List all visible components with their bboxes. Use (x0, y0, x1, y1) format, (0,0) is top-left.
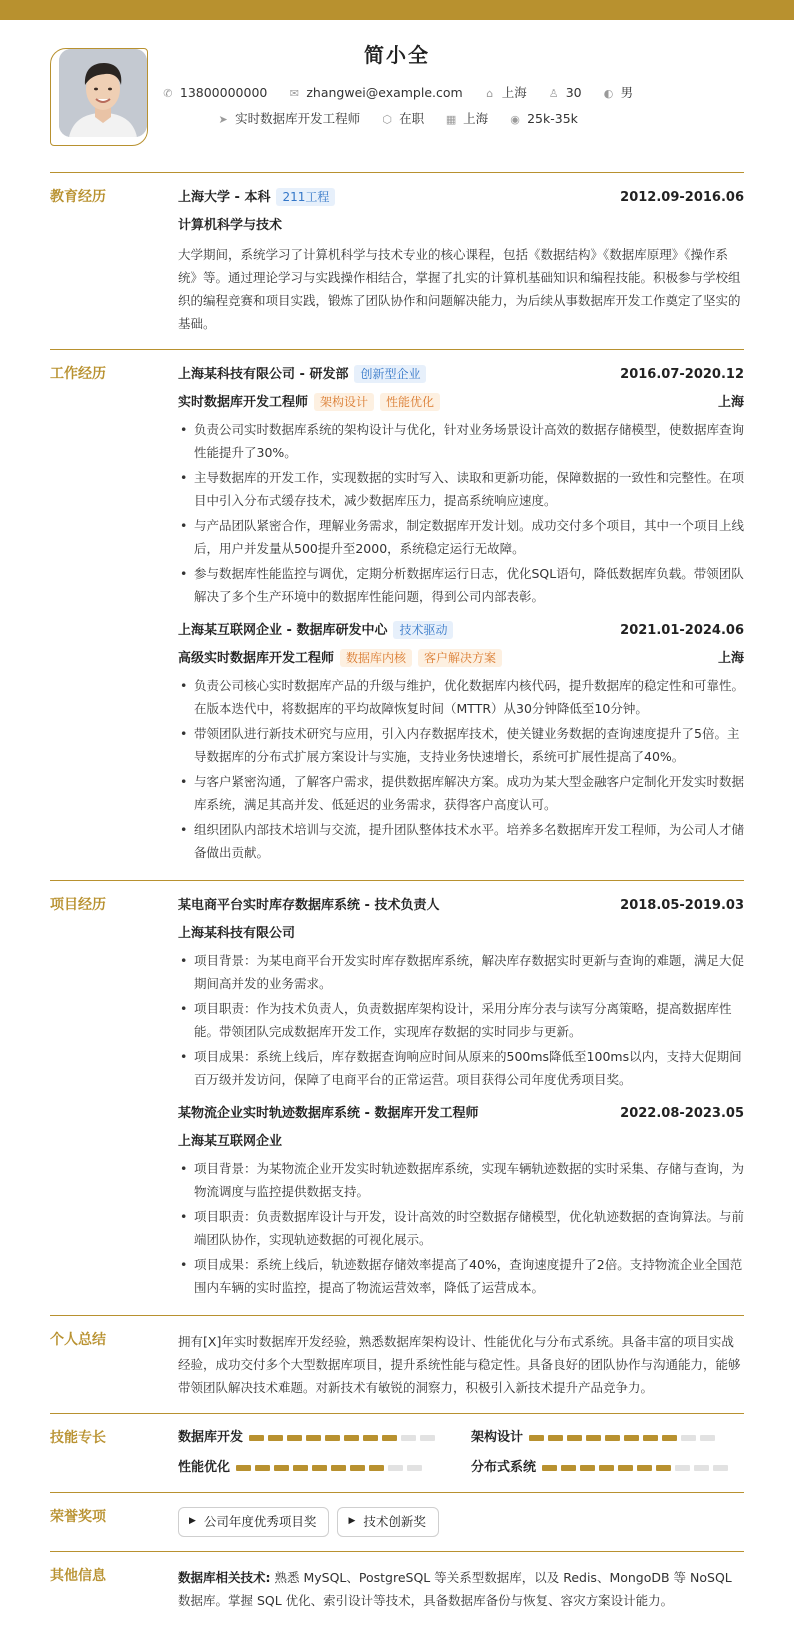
project-date: 2018.05-2019.03 (620, 897, 744, 913)
skill-level-segment (344, 1435, 359, 1441)
role-tag: 客户解决方案 (418, 649, 502, 667)
project-name: 某物流企业实时轨迹数据库系统 - 数据库开发工程师 (178, 1105, 479, 1121)
skill-level-segment (662, 1435, 677, 1441)
company-tag: 技术驱动 (393, 621, 453, 639)
project-item (178, 895, 744, 1091)
project-company: 上海某科技有限公司 (178, 925, 296, 941)
education-head (178, 187, 744, 209)
city-text: 上海 (501, 84, 527, 100)
company-tag: 创新型企业 (354, 365, 426, 383)
project-name: 某电商平台实时库存数据库系统 - 技术负责人 (178, 897, 440, 913)
skill-level-segment (236, 1465, 251, 1471)
skill-level-segment (618, 1465, 633, 1471)
project-item (178, 1103, 744, 1299)
send-icon: ➤ (218, 112, 228, 126)
skill-level-bar (529, 1435, 715, 1441)
education-date: 2012.09-2016.06 (620, 189, 744, 205)
role-tag: 性能优化 (380, 393, 440, 411)
skill-level-segment (580, 1465, 595, 1471)
summary-text: 拥有[X]年实时数据库开发经验，熟悉数据库架构设计、性能优化与分布式系统。具备丰富的项目实战经验，成功交付多个大型数据库项目，提升系统性能与稳定性。具备良好的团队协作与沟通能力，能够带领团队解决技术难题。对新技术有敏锐的洞察力，积极引入新技术提升产品竞争力。 (178, 1334, 741, 1395)
skill-level-bar (542, 1465, 728, 1471)
skill-level-segment (599, 1465, 614, 1471)
skill-level-segment (407, 1465, 422, 1471)
skill-item (178, 1428, 451, 1448)
skill-level-segment (350, 1465, 365, 1471)
skill-level-segment (586, 1435, 601, 1441)
job-role: 实时数据库开发工程师 (178, 394, 309, 410)
list-item: • 项目成果：系统上线后，库存数据查询响应时间从原来的500ms降低至100ms以内，支持大促期间百万级并发访问，保障了电商平台的正常运营。项目获得公司年度优秀项目奖。 (178, 1045, 744, 1091)
skill-level-segment (681, 1435, 696, 1441)
award-badge: ▶ 公司年度优秀项目奖 (178, 1507, 329, 1536)
skill-level-segment (255, 1465, 270, 1471)
education-section (50, 172, 744, 349)
skill-level-segment (561, 1465, 576, 1471)
status-text: 在职 (399, 110, 425, 126)
other-section (50, 1551, 744, 1626)
list-item: • 主导数据库的开发工作，实现数据的实时写入、读取和更新功能，保障数据的一致性和完整性。在项目中引入分布式缓存技术，减少数据库压力，提高系统响应速度。 (178, 466, 744, 512)
skill-level-segment (420, 1435, 435, 1441)
project-bullets (178, 949, 744, 1091)
skill-level-segment (624, 1435, 639, 1441)
job-location: 上海 (717, 394, 744, 410)
skill-level-segment (675, 1465, 690, 1471)
gender-icon: ◐ (603, 86, 614, 100)
list-item: • 项目背景：为某电商平台开发实时库存数据库系统，解决库存数据实时更新与查询的难题，满足大促期间高并发的业务需求。 (178, 949, 744, 995)
skill-item (471, 1428, 744, 1448)
skill-level-segment (382, 1435, 397, 1441)
other-label: 数据库相关技术: (178, 1569, 271, 1585)
mail-icon: ✉ (289, 86, 299, 100)
skill-level-segment (293, 1465, 308, 1471)
skill-level-segment (249, 1435, 264, 1441)
job-location: 上海 (717, 650, 744, 666)
section-title: 荣誉奖项 (50, 1509, 106, 1526)
play-icon: ▶ (189, 1516, 196, 1526)
skill-level-segment (643, 1435, 658, 1441)
skill-level-segment (274, 1465, 289, 1471)
work-section (50, 349, 744, 880)
other-text: 熟悉 MySQL、PostgreSQL 等关系型数据库，以及 Redis、MongoDB 等 NoSQL 数据库。掌握 SQL 优化、索引设计等技术，具备数据库备份与恢复、容灾方案设计能力。 (178, 1569, 732, 1608)
skill-level-segment (700, 1435, 715, 1441)
skill-name: 分布式系统 (471, 1460, 537, 1476)
list-item: • 项目职责：作为技术负责人，负责数据库架构设计，采用分库分表与读写分离策略，提高数据库性能。带领团队完成数据库开发工作，实现库存数据的实时同步与更新。 (178, 997, 744, 1043)
candidate-name: 简小全 (364, 43, 430, 67)
target-city-info (444, 109, 488, 128)
skill-level-segment (306, 1435, 321, 1441)
phone-text: 13800000000 (179, 84, 268, 100)
skill-level-bar (236, 1465, 422, 1471)
project-bullets (178, 1157, 744, 1299)
project-date: 2022.08-2023.05 (620, 1105, 744, 1121)
company-name: 上海某科技有限公司 - 研发部 (178, 366, 349, 382)
skill-level-segment (548, 1435, 563, 1441)
play-icon: ▶ (348, 1516, 356, 1526)
school-tag: 211工程 (276, 188, 335, 206)
section-title: 工作经历 (50, 366, 106, 382)
skill-level-segment (637, 1465, 652, 1471)
awards-section (50, 1492, 744, 1550)
summary-section (50, 1315, 744, 1413)
skills-section (50, 1413, 744, 1492)
skill-name: 架构设计 (471, 1430, 524, 1445)
projects-section (50, 880, 744, 1315)
skill-level-segment (325, 1435, 340, 1441)
skill-level-segment (312, 1465, 327, 1471)
top-accent-bar (0, 0, 794, 20)
major: 计算机科学与技术 (178, 217, 283, 233)
job-item (178, 364, 744, 608)
age-info (547, 83, 582, 102)
list-item: • 项目成果：系统上线后，轨迹数据存储效率提高了40%，查询速度提升了2倍。支持物流企业全国范围内车辆的实时监控，提高了物流运营效率，降低了运营成本。 (178, 1253, 744, 1299)
list-item: • 参与数据库性能监控与调优，定期分析数据库运行日志，优化SQL语句，降低数据库负载。带领团队解决了多个生产环境中的数据库性能问题，得到公司内部表彰。 (178, 562, 744, 608)
school-name: 上海大学 - 本科 (178, 189, 271, 205)
skill-level-segment (713, 1465, 728, 1471)
skill-level-segment (542, 1465, 557, 1471)
city-info (483, 83, 527, 102)
skill-level-segment (388, 1465, 403, 1471)
project-company: 上海某互联网企业 (178, 1133, 283, 1149)
skill-item (178, 1458, 451, 1478)
section-title: 项目经历 (50, 897, 106, 913)
job-date: 2021.01-2024.06 (620, 622, 744, 638)
skill-level-segment (605, 1435, 620, 1441)
phone-info (161, 83, 267, 102)
skill-name: 数据库开发 (178, 1430, 244, 1445)
skill-item (471, 1458, 744, 1478)
other-info (178, 1566, 744, 1612)
intent-row (50, 108, 744, 128)
skill-level-segment (401, 1435, 416, 1441)
awards-list (178, 1507, 744, 1536)
salary-info (508, 109, 578, 128)
job-date: 2016.07-2020.12 (620, 366, 744, 382)
salary-text: 25k-35k (527, 110, 578, 126)
skills-grid (178, 1428, 744, 1478)
contact-row (50, 82, 744, 102)
job-bullets (178, 418, 744, 608)
company-name: 上海某互联网企业 - 数据库研发中心 (178, 622, 388, 638)
list-item: • 负责公司核心实时数据库产品的升级与维护，优化数据库内核代码，提升数据库的稳定性和可靠性。在版本迭代中，将数据库的平均故障恢复时间（MTTR）从30分钟降低至10分钟。 (178, 674, 744, 720)
list-item: • 带领团队进行新技术研究与应用，引入内存数据库技术，使关键业务数据的查询速度提升了5倍。主导数据库的分布式扩展方案设计与实施，支持业务快速增长，系统可扩展性提高了40%。 (178, 722, 744, 768)
email-info (287, 83, 462, 102)
list-item: • 项目背景：为某物流企业开发实时轨迹数据库系统，实现车辆轨迹数据的实时采集、存储与查询，为物流调度与监控提供数据支持。 (178, 1157, 744, 1203)
list-item: • 组织团队内部技术培训与交流，提升团队整体技术水平。培养多名数据库开发工程师，为公司人才储备做出贡献。 (178, 818, 744, 864)
skill-level-segment (268, 1435, 283, 1441)
age-text: 30 (565, 84, 582, 100)
list-item: • 与产品团队紧密合作，理解业务需求，制定数据库开发计划。成功交付多个项目，其中一个项目上线后，用户并发量从500提升至2000，系统稳定运行无故障。 (178, 514, 744, 560)
skill-name: 性能优化 (178, 1460, 231, 1476)
money-icon: ◉ (510, 112, 520, 126)
role-tag: 数据库内核 (340, 649, 412, 667)
skill-level-bar (249, 1435, 435, 1441)
gender-text: 男 (620, 84, 634, 100)
section-title: 教育经历 (50, 189, 106, 205)
resume-header (50, 20, 744, 172)
skill-level-segment (369, 1465, 384, 1471)
resume-page (0, 20, 794, 1626)
job-bullets (178, 674, 744, 864)
job-item (178, 620, 744, 864)
section-title: 技能专长 (50, 1430, 106, 1446)
skill-level-segment (694, 1465, 709, 1471)
award-badge: ▶ 技术创新奖 (337, 1507, 438, 1536)
skill-level-segment (529, 1435, 544, 1441)
list-item: • 负责公司实时数据库系统的架构设计与优化，针对业务场景设计高效的数据存储模型，使数据库查询性能提升了30%。 (178, 418, 744, 464)
skill-level-segment (363, 1435, 378, 1441)
section-title: 个人总结 (50, 1332, 106, 1348)
job-role: 高级实时数据库开发工程师 (178, 650, 335, 666)
status-info (380, 109, 424, 128)
home-icon: ⌂ (486, 86, 494, 100)
list-item: • 与客户紧密沟通，了解客户需求，提供数据库解决方案。成功为某大型金融客户定制化开发实时数据库系统，满足其高并发、低延迟的业务需求，获得客户高度认可。 (178, 770, 744, 816)
building-icon: ▦ (445, 112, 457, 126)
skill-level-segment (567, 1435, 582, 1441)
phone-icon: ✆ (163, 86, 173, 100)
target-city-text: 上海 (463, 110, 489, 126)
position-text: 实时数据库开发工程师 (235, 110, 361, 126)
skill-level-segment (656, 1465, 671, 1471)
email-text: zhangwei@example.com (306, 84, 463, 100)
skill-level-segment (287, 1435, 302, 1441)
gender-info (602, 83, 634, 102)
position-info (216, 109, 360, 128)
education-desc: 大学期间，系统学习了计算机科学与技术专业的核心课程，包括《数据结构》《数据库原理》《操作系统》等。通过理论学习与实践操作相结合，掌握了扎实的计算机基础知识和编程技能。积极参与学校组织的编程竞赛和项目实践，锻炼了团队协作和问题解决能力，为后续从事数据库开发工作奠定了坚实的基础。 (178, 247, 741, 331)
status-icon: ⬡ (382, 112, 392, 126)
role-tag: 架构设计 (314, 393, 374, 411)
section-title: 其他信息 (50, 1567, 106, 1584)
list-item: • 项目职责：负责数据库设计与开发，设计高效的时空数据存储模型，优化轨迹数据的查询算法。与前端团队协作，实现轨迹数据的可视化展示。 (178, 1205, 744, 1251)
age-icon: ♙ (548, 86, 559, 100)
skill-level-segment (331, 1465, 346, 1471)
